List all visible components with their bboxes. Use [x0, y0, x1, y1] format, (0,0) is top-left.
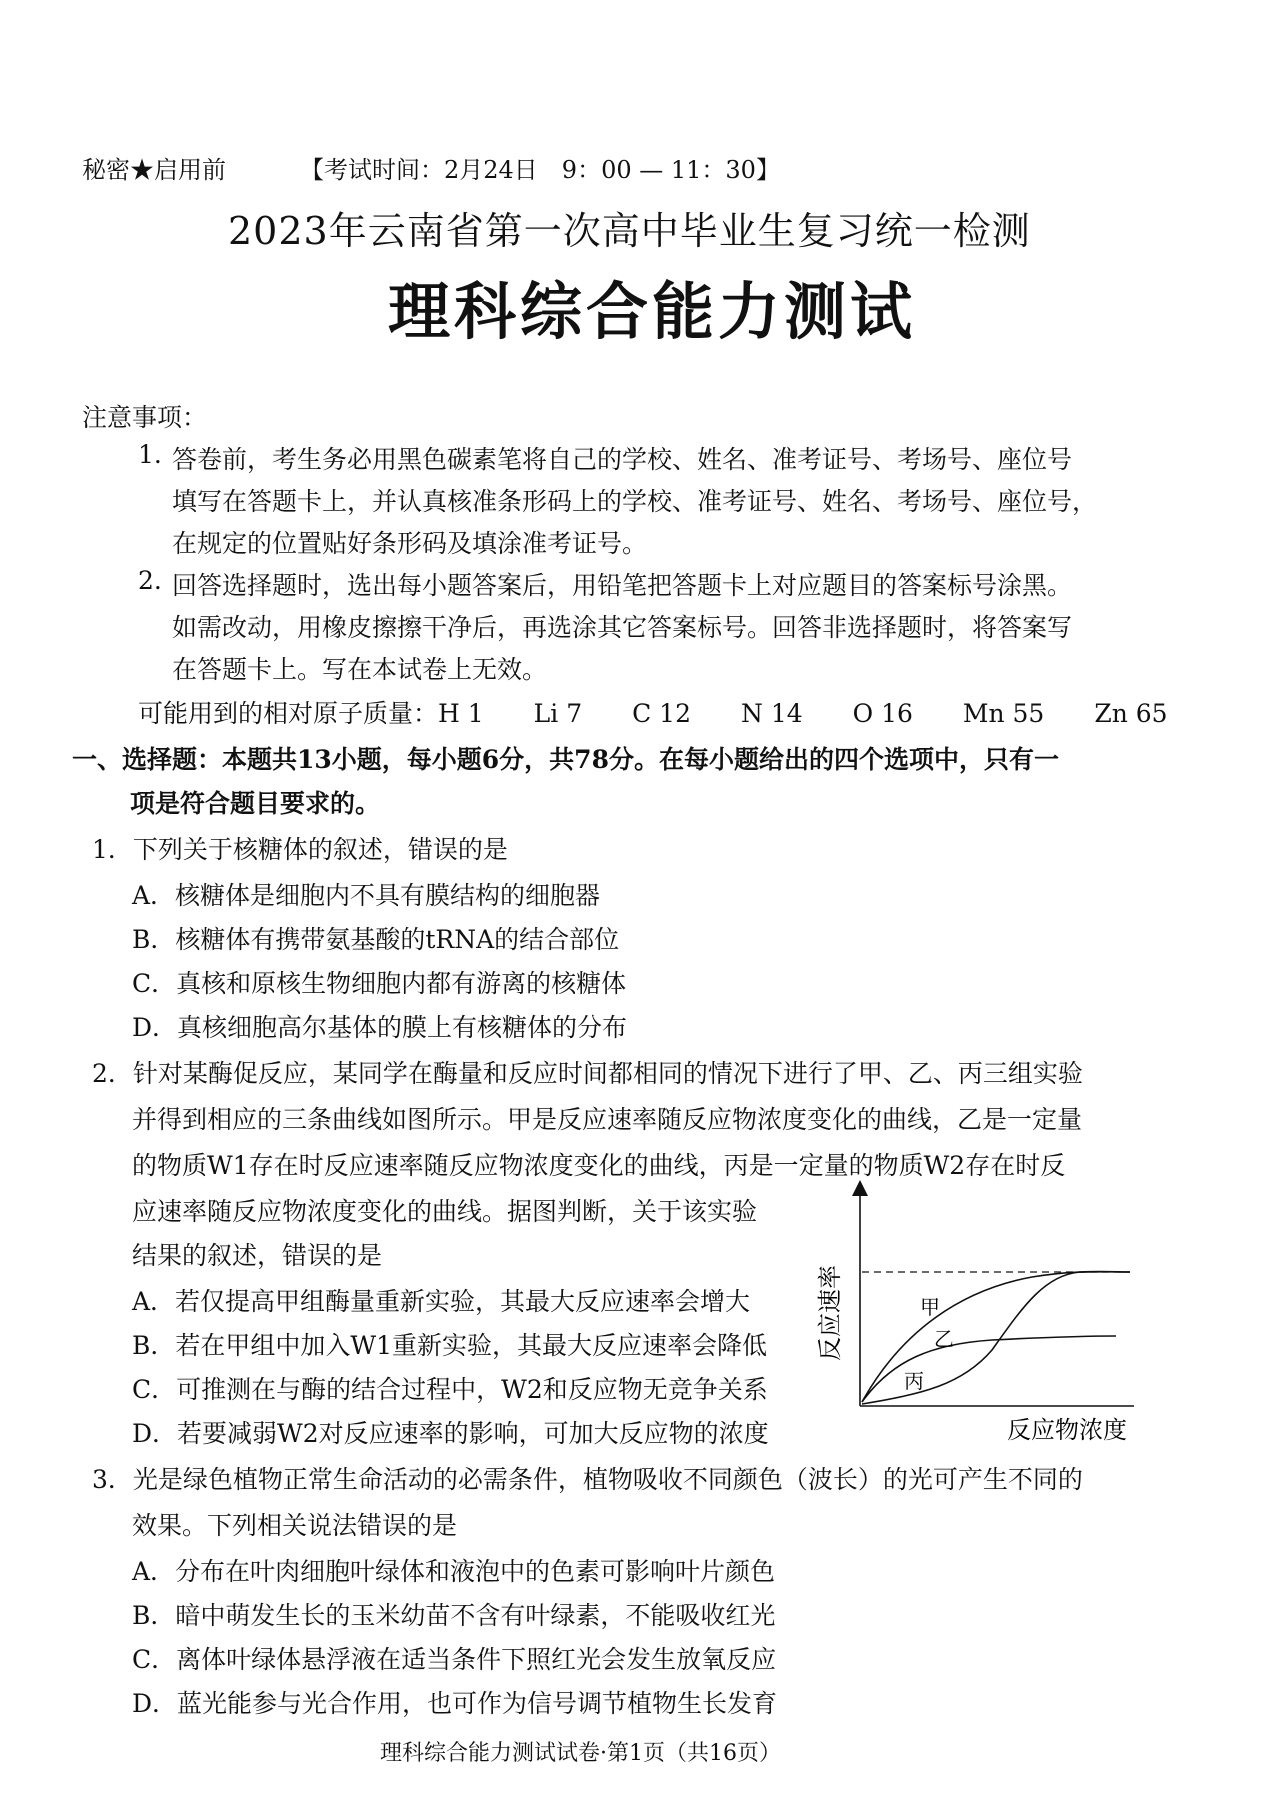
section-heading-line: 项是符合题目要求的。 [130, 789, 381, 818]
question-3-option-d: D．蓝光能参与光合作用，也可作为信号调节植物生长发育 [132, 1689, 778, 1718]
notice-item-line: 如需改动，用橡皮擦擦干净后，再选涂其它答案标号。回答非选择题时，将答案写 [172, 613, 1073, 642]
question-1-stem: 1．下列关于核糖体的叙述，错误的是 [92, 835, 508, 864]
curve-label-bing: 丙 [904, 1369, 924, 1393]
notice-item-line: 答卷前，考生务必用黑色碳素笔将自己的学校、姓名、准考证号、考场号、座位号 [172, 445, 1073, 474]
question-2-option-c: C．可推测在与酶的结合过程中，W2和反应物无竞争关系 [132, 1375, 768, 1404]
notice-item-line: 填写在答题卡上，并认真核准条形码上的学校、准考证号、姓名、考场号、座位号， [172, 487, 1098, 516]
question-3-option-c: C．离体叶绿体悬浮液在适当条件下照红光会发生放氧反应 [132, 1645, 777, 1674]
curve-bing [862, 1272, 1130, 1404]
curve-label-yi: 乙 [934, 1327, 954, 1351]
question-3-option-b: B．暗中萌发生长的玉米幼苗不含有叶绿素，不能吸收红光 [132, 1601, 776, 1630]
reaction-rate-figure [812, 1180, 1152, 1450]
notice-item-line: 在规定的位置贴好条形码及填涂准考证号。 [172, 529, 648, 558]
notice-item-line: 回答选择题时，选出每小题答案后，用铅笔把答题卡上对应题目的答案标号涂黑。 [172, 571, 1073, 600]
question-2-stem-line: 结果的叙述，错误的是 [132, 1241, 383, 1270]
question-1-option-b: B．核糖体有携带氨基酸的tRNA的结合部位 [132, 925, 620, 954]
question-2-stem-line: 的物质W1存在时反应速率随反应物浓度变化的曲线，丙是一定量的物质W2存在时反 [132, 1151, 1066, 1180]
subject-title: 理科综合能力测试 [388, 275, 917, 348]
question-3-option-a: A．分布在叶肉细胞叶绿体和液泡中的色素可影响叶片颜色 [132, 1557, 776, 1586]
question-1-option-c: C．真核和原核生物细胞内都有游离的核糖体 [132, 969, 627, 998]
notice-heading: 注意事项： [82, 403, 208, 432]
notice-item-line: 在答题卡上。写在本试卷上无效。 [172, 655, 548, 684]
curve-yi [862, 1336, 1116, 1402]
secret-label: 秘密★启用前 [82, 156, 226, 184]
section-heading-line: 一、选择题：本题共13小题，每小题6分，共78分。在每小题给出的四个选项中，只有一 [72, 745, 1059, 774]
question-2-option-a: A．若仅提高甲组酶量重新实验，其最大反应速率会增大 [132, 1287, 751, 1316]
question-3-stem-line: 效果。下列相关说法错误的是 [132, 1511, 458, 1540]
question-1-option-d: D．真核细胞高尔基体的膜上有核糖体的分布 [132, 1013, 628, 1042]
y-axis-label: 反应速率 [816, 1265, 844, 1361]
question-3-stem-line: 3．光是绿色植物正常生命活动的必需条件，植物吸收不同颜色（波长）的光可产生不同的 [92, 1465, 1083, 1494]
question-2-option-b: B．若在甲组中加入W1重新实验，其最大反应速率会降低 [132, 1331, 767, 1360]
atomic-mass-line: 可能用到的相对原子质量：H 1 Li 7 C 12 N 14 O 16 Mn 55 Zn 65 [138, 699, 1168, 728]
x-axis-label: 反应物浓度 [1007, 1416, 1127, 1444]
curve-label-jia: 甲 [920, 1295, 940, 1319]
question-1-option-a: A．核糖体是细胞内不具有膜结构的细胞器 [132, 881, 601, 910]
page-footer: 理科综合能力测试试卷·第1页（共16页） [380, 1741, 781, 1766]
question-2-stem-line: 2．针对某酶促反应，某同学在酶量和反应时间都相同的情况下进行了甲、乙、丙三组实验 [92, 1059, 1083, 1088]
notice-item-number: 2. [138, 566, 162, 595]
notice-item-number: 1. [138, 440, 162, 469]
exam-time: 【考试时间：2月24日 9：00 — 11：30】 [300, 156, 780, 184]
question-2-stem-line: 并得到相应的三条曲线如图所示。甲是反应速率随反应物浓度变化的曲线，乙是一定量 [132, 1105, 1083, 1134]
exam-title: 2023年云南省第一次高中毕业生复习统一检测 [228, 209, 1031, 253]
question-2-stem-line: 应速率随反应物浓度变化的曲线。据图判断，关于该实验 [132, 1197, 758, 1226]
question-2-option-d: D．若要减弱W2对反应速率的影响，可加大反应物的浓度 [132, 1419, 769, 1448]
